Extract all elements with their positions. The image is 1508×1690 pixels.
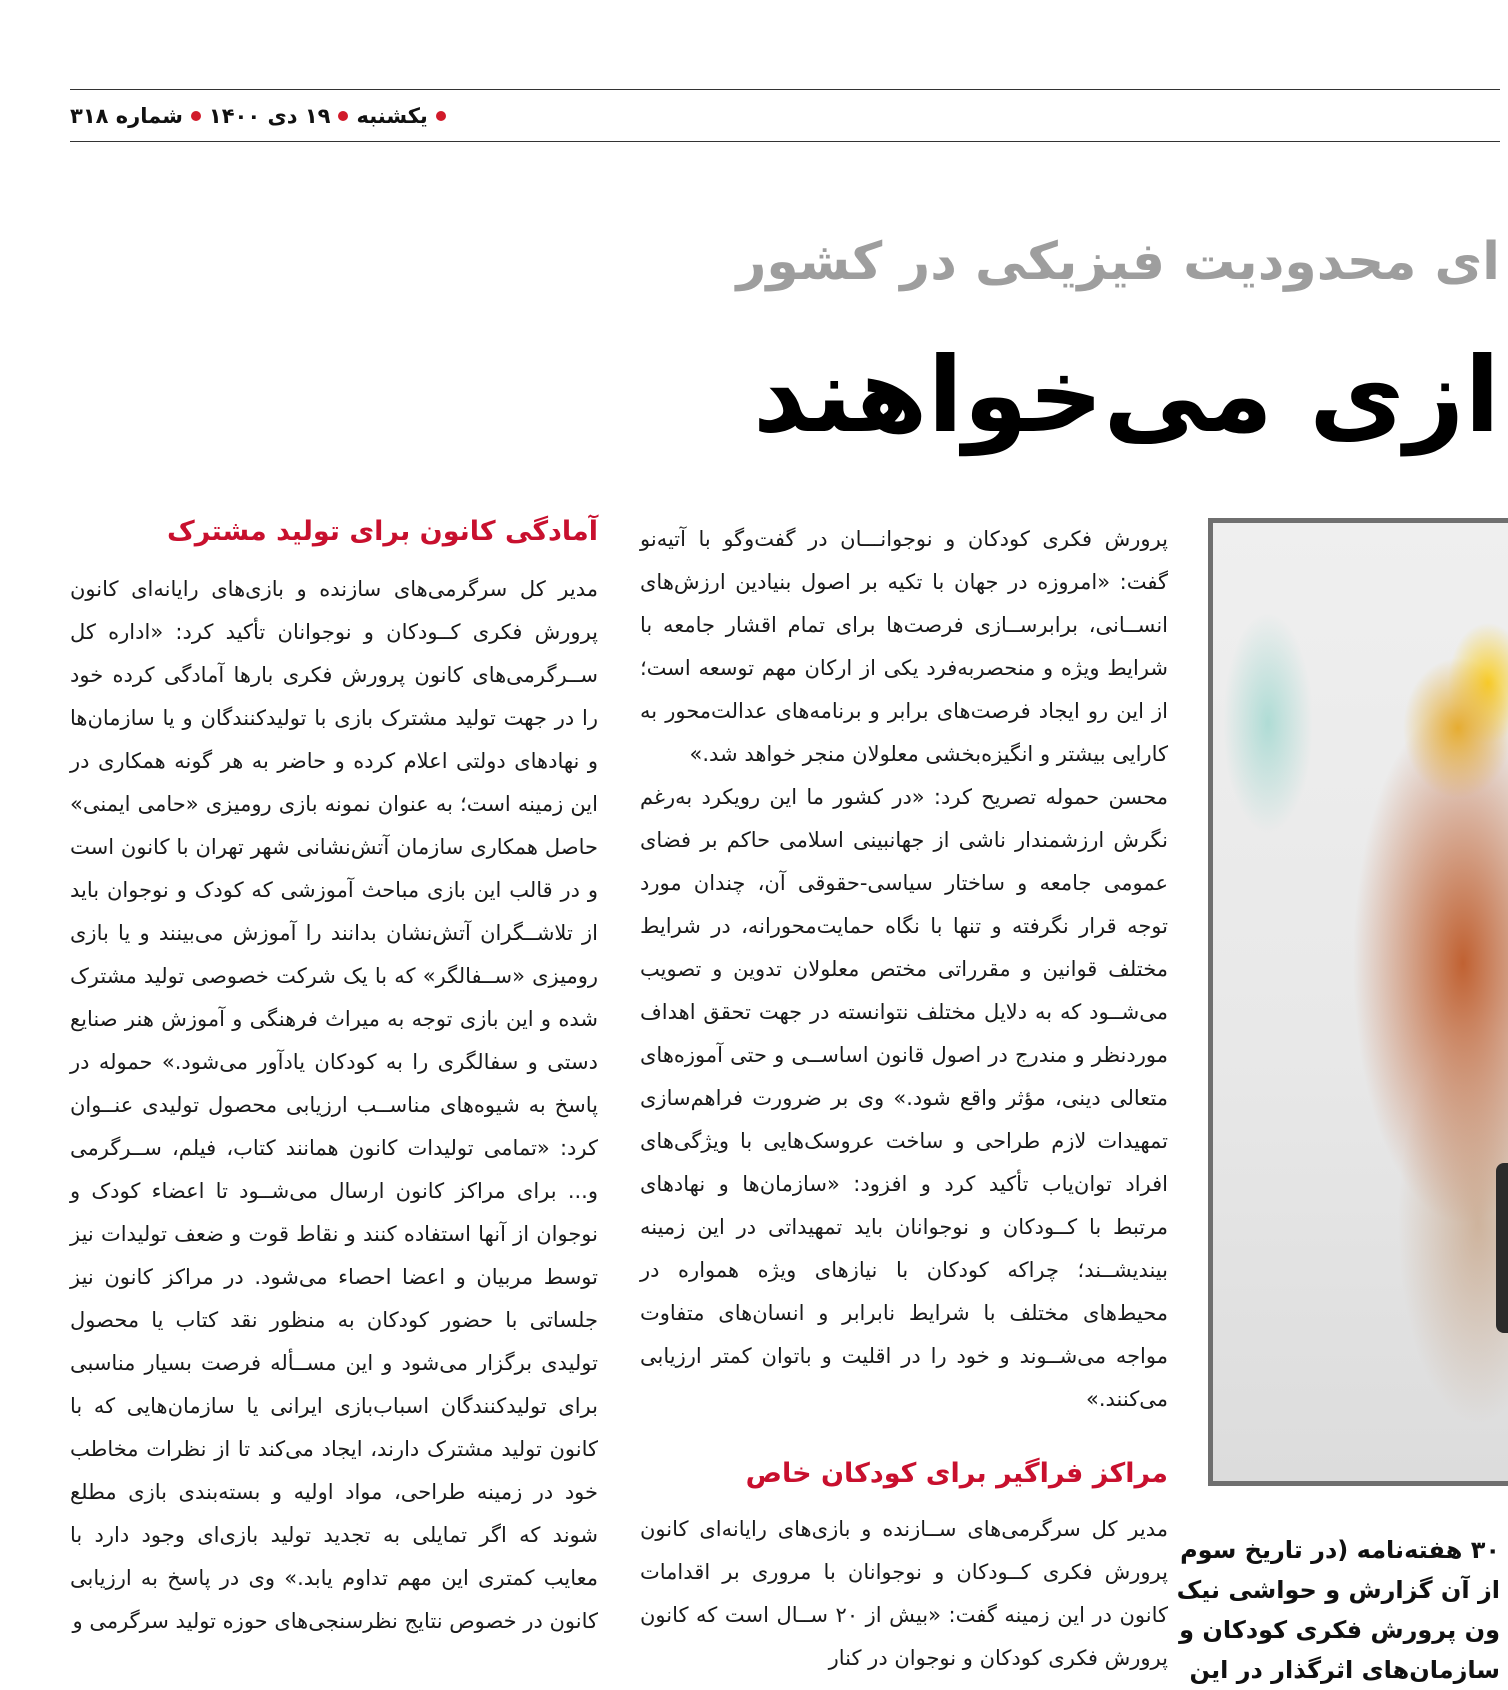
issue-info bbox=[70, 98, 470, 134]
middle-subhead: مراکز فراگیر برای کودکان خاص bbox=[745, 1458, 1168, 1489]
issue-number: شماره ۳۱۸ bbox=[70, 104, 183, 128]
caption-line: از آن گزارش و حواشی نیک bbox=[1176, 1576, 1500, 1604]
bullet-dot bbox=[191, 111, 201, 121]
paragraph: محسن حموله تصریح کرد: «در کشور ما این رویکرد به‌رغم نگرش ارزشمندار ناشی از جهانبینی اسلامی حاکم بر فضای عمومی جامعه و ساختار سیاسی-حقوقی آن، چندان مورد توجه قرار نگرفته و تنها با نگاه حمایت‌محورانه، در شرایط مختلف قوانین و مقرراتی مختص معلولان تدوین و تصویب می‌شــود که به دلایل مختلف نتوانسته در جهت تحقق اهداف موردنظر و مندرج در اصول قانون اساســی و حتی آموزه‌های متعالی دینی، مؤثر واقع شود.» وی بر ضرورت فراهم‌سازی تمهیدات لازم طراحی و ساخت عروسک‌هایی با ویژگی‌های افراد توان‌یاب تأکید کرد و افزود: «سازمان‌ها و نهادهای مرتبط با کــودکان و نوجوانان باید تمهیداتی در این زمینه بیندیشــند؛ چراکه کودکان با نیازهای ویژه همواره در محیط‌های مختلف با شرایط نابرابر و انسان‌های متفاوت مواجه می‌شــوند و خود را در اقلیت و باتوان کمتر ارزیابی می‌کنند.» bbox=[640, 785, 1168, 1411]
photo-object bbox=[1496, 1163, 1508, 1333]
issue-day: یکشنبه bbox=[356, 104, 428, 128]
caption-line: ۳۰ هفته‌نامه (در تاریخ سوم bbox=[1180, 1536, 1500, 1564]
left-column bbox=[70, 568, 598, 1686]
issue-date: ۱۹ دی ۱۴۰۰ bbox=[208, 104, 331, 128]
caption-line: ون پرورش فکری کودکان و bbox=[1179, 1616, 1500, 1644]
paragraph: مدیر کل سرگرمی‌های ســازنده و بازی‌های رایانه‌ای کانون پرورش فکری کــودکان و نوجوانان با مروری بر اقدامات کانون در این زمینه گفت: «بیش از ۲۰ ســال است که کانون پرورش فکری کودکان و نوجوان در کنار bbox=[640, 1517, 1168, 1670]
top-rule bbox=[70, 89, 1500, 90]
middle-column bbox=[640, 518, 1168, 1418]
photo-caption bbox=[1176, 1530, 1500, 1686]
caption-line: سازمان‌های اثرگذار در این bbox=[1189, 1656, 1500, 1684]
bullet-dot bbox=[436, 111, 446, 121]
middle-column-continued bbox=[640, 1508, 1168, 1686]
left-subhead: آمادگی کانون برای تولید مشترک bbox=[167, 516, 598, 547]
paragraph: مدیر کل سرگرمی‌های سازنده و بازی‌های رایانه‌ای کانون پرورش فکری کــودکان و نوجوانان تأکید کرد: «اداره کل ســرگرمی‌های کانون پرورش فکری بارها آمادگی کرده خود را در جهت تولید مشترک بازی با تولیدکنندگان و یا سازمان‌ها و نهادهای دولتی اعلام کرده و حاضر به هر گونه همکاری در این زمینه است؛ به عنوان نمونه بازی رومیزی «حامی ایمنی» حاصل همکاری سازمان آتش‌نشانی شهر تهران با کانون است و در قالب این بازی مباحث آموزشی که کودک و نوجوان باید از تلاشــگران آتش‌نشان بدانند را آموزش می‌بینند و یا بازی رومیزی «ســفالگر» که با یک شرکت خصوصی تولید مشترک شده و این بازی توجه به میراث فرهنگی و آموزش هنر صنایع دستی و سفالگری را به کودکان یادآور می‌شود.» حموله در پاسخ به شیوه‌های مناســب ارزیابی محصول تولیدی عنــوان کرد: «تمامی تولیدات کانون همانند کتاب، فیلم، ســرگرمی و... برای مراکز کانون ارسال می‌شــود تا اعضاء کودک و نوجوان از آنها استفاده کنند و نقاط قوت و ضعف تولیدات نیز توسط مربیان و اعضا احصاء می‌شود. در مراکز کانون نیز جلساتی با حضور کودکان به منظور نقد کتاب یا محصول تولیدی برگزار می‌شود و این مســأله فرصت بسیار مناسبی برای تولیدکنندگان اسباب‌بازی ایرانی یا سازمان‌هایی که با کانون تولید مشترک دارند، ایجاد می‌کند تا از نظرات مخاطب خود در زمینه طراحی، مواد اولیه و بسته‌بندی بازی مطلع شوند که اگر تمایلی به تجدید تولید بازی‌ای وجود دارد با معایب کمتری این مهم تداوم یابد.» وی در پاسخ به ارزیابی کانون در خصوص نتایج نظرسنجی‌های حوزه تولید سرگرمی و bbox=[70, 577, 598, 1633]
header-rule bbox=[70, 141, 1500, 142]
bullet-dot bbox=[338, 111, 348, 121]
article-kicker: ای محدودیت فیزیکی در کشور bbox=[736, 232, 1500, 292]
paragraph: پرورش فکری کودکان و نوجوانـــان در گفت‌وگو با آتیه‌نو گفت: «امروزه در جهان با تکیه بر اصول بنیادین ارزش‌های انســانی، برابرســازی فرصت‌ها برای تمام اقشار جامعه با شرایط ویژه و منحصربه‌فرد یکی از ارکان مهم توسعه است؛ از این رو ایجاد فرصت‌های برابر و برنامه‌های عدالت‌محور به کارایی بیشتر و انگیزه‌بخشی معلولان منجر خواهد شد.» bbox=[640, 527, 1168, 766]
article-photo bbox=[1208, 518, 1508, 1486]
article-headline: ازی می‌خواهند bbox=[752, 334, 1500, 456]
